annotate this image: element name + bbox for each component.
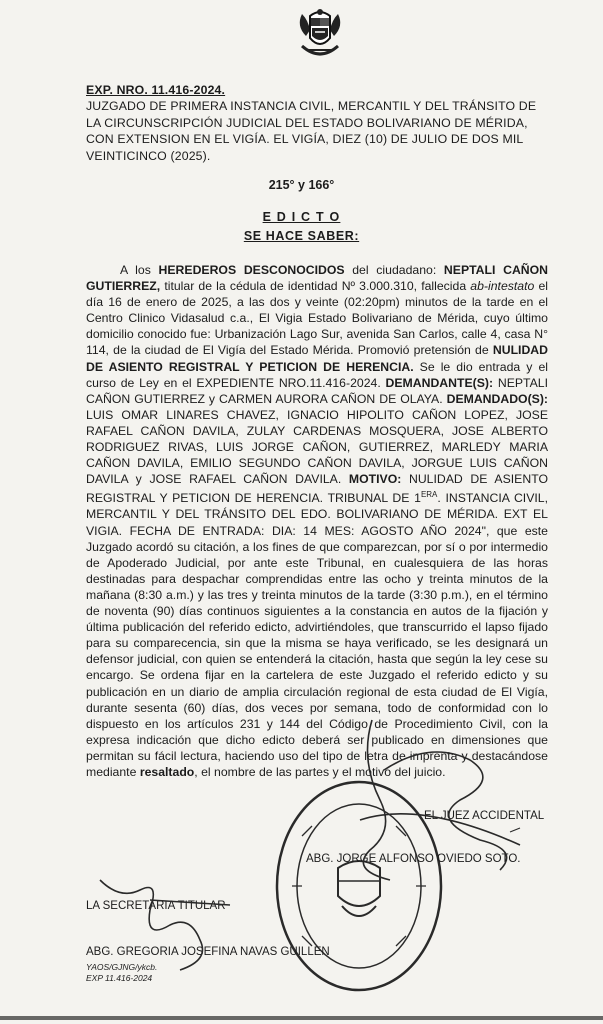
court-line: CON EXTENSION EN EL VIGÍA. EL VIGÍA, DIEZ (10) DE JULIO DE DOS MIL [86,132,524,147]
expedient-number: EXP. NRO. 11.416-2024. [86,83,226,97]
coat-of-arms-icon [288,6,352,66]
se-hace-saber: SE HACE SABER: [243,229,360,243]
body-text: del ciudadano: [344,263,444,277]
folios: 215° y 166° [268,178,335,192]
secretary-name: ABG. GREGORIA JOSEFINA NAVAS GUILLEN [86,946,330,958]
document-header [86,82,586,164]
small-mark [510,828,520,832]
expedient-footer: EXP 11.416-2024 [86,973,153,983]
defendants: LUIS OMAR LINARES CHAVEZ, IGNACIO HIPOLITO CAÑON LOPEZ, JOSE RAFAEL CAÑON DAVILA, ZULAY CARDENAS MOSQUERA, JOSE ALBERTO RODRIGUEZ RIVAS, LUIS JORGE CAÑON, GUTIERREZ, MARLEDY MARIA CAÑON DAVILA, EMILIO SEGUNDO CAÑON DAVILA, JORGUE LUIS CAÑON DAVILA y JOSE RAFAEL CAÑON DAVILA. [86,407,548,487]
superscript: ERA [420,490,438,500]
body-text: A los [120,263,159,277]
body-text: NULIDAD DE ASIENTO REGISTRAL Y PETICION DE HERENCIA. TRIBUNAL DE 1 [86,472,548,506]
edict-body [86,262,548,780]
claim-title: NULIDAD DE ASIENTO REGISTRAL Y PETICION DE HERENCIA. [86,343,548,374]
judge-name: ABG. JORGE ALFONSO OVIEDO SOTO. [306,853,521,865]
defendants-label: DEMANDADO(S): [446,391,548,406]
deceased-name: NEPTALI CAÑON GUTIERREZ, [86,263,549,294]
body-text: titular de la cédula de identidad Nº 3.000.310, fallecida [160,279,471,294]
secretary-title: LA SECRETARIA TITULAR [86,900,226,912]
judge-title: EL JUEZ ACCIDENTAL [424,810,545,822]
page-edge [0,1016,603,1020]
motive-label: MOTIVO: [348,472,402,487]
plaintiffs-label: DEMANDANTE(S): [385,375,494,390]
initials: YAOS/GJNG/ykcb. [86,962,158,972]
court-seal-icon [272,776,446,996]
edicto-title: E D I C T O [262,210,341,224]
plaintiffs: NEPTALI CAÑON GUTIERREZ y CARMEN AURORA CAÑON DE OLAYA. [86,375,548,406]
body-text: el día 16 de enero de 2025, a las dos y veinte (02:20pm) minutos de la tarde en el Centro Clinico Vidasalud c.a., El Vigia Estado Bolivariano de Mérida, cuyo último domicilio conocido fue: Urbanización Lago Sur, avenida San Carlos, calle 4, casa N° 114, de la ciudad de El Vigía del Estado Mérida. Promovió pretensión de [86,279,548,358]
heirs-label: HEREDEROS DESCONOCIDOS [158,263,345,277]
body-text: , el nombre de las partes y el motivo del juicio. [194,764,446,779]
body-text: resaltado [139,764,195,779]
court-line: VEINTICINCO (2025). [86,148,211,163]
body-text: ab-intestato [470,279,535,294]
court-line: LA CIRCUNSCRIPCIÓN JUDICIAL DEL ESTADO BOLIVARIANO DE MÉRIDA, [86,115,528,130]
court-line: JUZGADO DE PRIMERA INSTANCIA CIVIL, MERCANTIL Y DEL TRÁNSITO DE [86,99,537,114]
body-text: . INSTANCIA CIVIL, MERCANTIL Y DEL TRÁNSITO DEL EDO. BOLIVARIANO DE MÉRIDA. EXT EL VIGIA. FECHA DE ENTRADA: DIA: 14 MES: AGOSTO AÑO 2024", que este Juzgado acordó su citación, a los fines de que comparezcan, por sí o por intermedio de Apoderado Judicial, por ante este Tribunal, en cualesquiera de las horas destinadas para despachar comprendidas entre las ocho y treinta minutos de la mañana (8:30 a.m.) y las tres y treinta minutos de la tarde (3:30 p.m.), en el término de noventa (90) días continuos siguientes a la constancia en autos de la fijación y última publicación del referido edicto, advirtiéndoles, que transcurrido el lapso fijado para su comparecencia, sin que la misma se haya verificado, se les designará un defensor judicial, con quien se entenderá la citación, hasta que según la ley cese su encargo. Se ordena fijar en la cartelera de este Juzgado el referido edicto y su publicación en un diario de amplia circulación regional de esta ciudad de El Vigía, durante sesenta (60) días, dos veces por semana, todo de conformidad con lo dispuesto en los artículos 231 y 144 del Código de Procedimiento Civil, con la expresa indicación que dicho edicto deberá ser publicado en dimensiones que permitan su fácil lectura, haciendo uso del tipo de letra de imprenta y destacándose mediante [86,491,548,779]
body-text: Se le dio entrada y el curso de Ley en el EXPEDIENTE NRO.11.416-2024. [86,359,548,390]
